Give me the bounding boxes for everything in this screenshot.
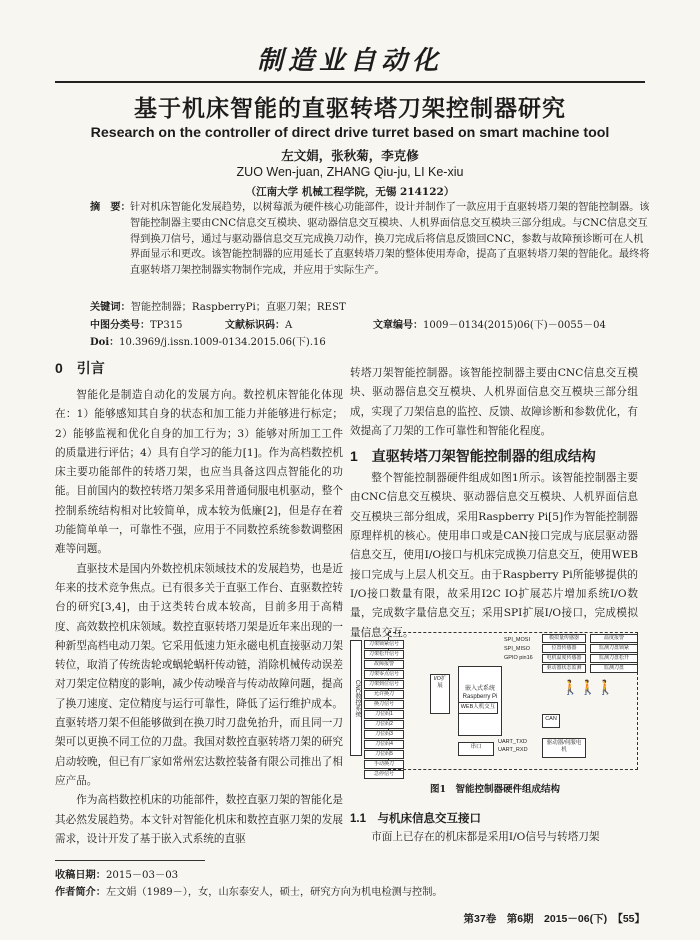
clc-label: 中图分类号： [90,320,150,331]
footnote-rule [55,860,205,861]
title-chinese: 基于机床智能的直驱转塔刀架控制器研究 [134,95,566,122]
web-box: WEB人机交互 [458,702,498,714]
monitor-item: 监测刀盘锁紧 [590,644,638,653]
keywords-label: 关键词： [90,301,131,313]
monitor-item: 温度报警 [590,634,638,643]
subsection-1-1-paragraph [350,828,638,847]
signal-item: 刀架锁紧信号 [364,640,404,649]
left-column [55,386,343,849]
sensor-item: 驱动器状态监测 [542,664,586,673]
serial-box: 串口 [458,742,494,756]
section-1-paragraph: 整个智能控制器硬件组成如图1所示。该智能控制器主要由CNC信息交互模块、驱动器信息交互模块、人机界面信息交互模块三部分组成，采用Raspberry Pi[5]作为智能控制器原理样机的核心。使用串口或是CAN接口完成与底层驱动器信息交互，使用I/O接口与机床完成换刀信息交互，使用WEB接口完成与上层人机交互。由于Raspberry Pi所能够提供的I/O接口数量有限，故采用I2C IO扩展芯片增加系统I/O数量，完成数字量信息交互；采用SPI扩展I/O接口，完成模拟量信息交互。 [350,472,638,639]
doc-code-label: 文献标识码： [225,320,285,331]
header-rule [55,81,645,83]
doi [90,333,326,348]
signal-item: 刀架零点信号 [364,670,404,679]
spi-label: SPI_MOSI [504,637,530,643]
signal-item: 刀架到位信号 [364,680,404,689]
right-paragraph-0: 转塔刀架智能控制器。该智能控制器主要由CNC信息交互模块、驱动器信息交互模块、人机界面信息交互模块三部分组成，实现了刀架信息的监控、反馈、故障诊断和参数优化，有效提高了刀架的工作可靠性和智能化程度。 [350,367,638,437]
abstract [90,200,650,279]
authors-english: ZUO Wen-juan, ZHANG Qiu-ju, LI Ke-xiu [236,165,464,179]
section-0-heading: 0 引言 [55,360,105,376]
article-no-value: 1009－0134(2015)06(下)－0055－04 [423,320,606,331]
doc-code-value: A [285,320,293,331]
author-bio-label: 作者简介： [55,886,106,898]
subsection-1-1-heading: 1.1 与机床信息交互接口 [350,813,481,825]
article-no-label: 文章编号： [373,320,423,331]
abstract-text: 针对机床智能化发展趋势，以树莓派为硬件核心功能部件，设计并制作了一款应用于直驱转塔刀架的智能控制器。该智能控制器主要由CNC信息交互模块、驱动器信息交互模块、人机界面信息交互模块三部分组成。与CNC信息交互得到换刀信号，通过与驱动器信息交互完成换刀动作，换刀完成后将信息反馈回CNC，参数与故障预诊断可在人机界面显示和更改。该智能控制器的应用延长了直驱转塔刀架的整体使用寿命，提高了直驱转塔刀架的智能化。最终将直驱转塔刀架控制器实物制作完成，并应用于实际生产。 [130,202,650,277]
intro-paragraph-1: 智能化是制造自动化的发展方向。数控机床智能化体现在：1）能够感知其自身的状态和加工能力并能够进行标定；2）能够监视和优化自身的加工行为；3）能够对所加工工件的质量进行评估；4）具有自学习的能力[1]。作为高档数控机床主要功能部件的转塔刀架，也应当具备这四点智能化的功能。目前国内的数控转塔刀架多采用普通伺服电机驱动，整个控制系统结构相对比较简单，成本较为低廉[2]，但是存在着功能简单单一，可靠性不强，应用于不同数控系统参数调整困难等问题。 [55,389,343,556]
spi-labels [504,636,540,663]
sensor-item: 模拟量传感器 [542,634,586,643]
author-bio [55,883,443,898]
sensor-item: 位置传感器 [542,644,586,653]
io-expander-box: I/O扩展 [430,674,450,714]
spi-label: GPIO pin16 [504,655,533,661]
figure-1-diagram [350,632,640,777]
operator-figures: 🚶🚶🚶 [561,680,615,696]
signal-item: 故障报警 [364,660,404,669]
drive-box: 驱动器/伺服电机 [542,738,586,758]
abstract-label: 摘 要： [90,201,131,213]
signal-item: 刀位码3 [364,730,404,739]
journal-name: 制造业自动化 [256,46,443,76]
can-box: CAN [542,714,560,728]
raspberry-pi-box: 嵌入式系统 Raspberry Pi [458,666,502,736]
signal-item: 允许换刀 [364,690,404,699]
sensor-item: 电机温度传感器 [542,654,586,663]
signal-item: 刀位码1 [364,710,404,719]
monitor-item: 监测刀盘 [590,664,638,673]
doi-value: 10.3969/j.issn.1009-0134.2015.06(下).16 [119,337,326,348]
keywords [90,298,346,313]
spi-label: SPI_MISO [504,646,530,652]
uart-labels [498,738,538,754]
keywords-text: 智能控制器；RaspberryPi；直驱刀架；REST [130,302,346,313]
cnc-box: CNC数控系统 [350,640,362,756]
signal-item: 手动换刀 [364,760,404,769]
received-value: 2015－03－03 [105,870,179,881]
signal-item: 急停信号 [364,770,404,779]
affiliation: （江南大学 机械工程学院，无锡 214122） [245,186,455,198]
sensor-list [542,634,586,674]
clc-value: TP315 [150,320,183,331]
section-1-heading: 1 直驱转塔刀架智能控制器的组成结构 [350,448,596,465]
right-column [350,364,638,643]
page-footer: 第37卷 第6期 2015－06(下) 【55】 [463,913,645,925]
signal-item: 刀位码4 [364,740,404,749]
title-english: Research on the controller of direct drive turret based on smart machine tool [90,125,610,141]
signal-item: 刀架松开信号 [364,650,404,659]
received-label: 收稿日期： [55,869,106,881]
doi-label: Doi： [90,337,120,348]
subsection-1-1-text: 市面上已存在的机床都是采用I/O信号与转塔刀架 [371,831,600,843]
monitor-list [590,634,638,674]
monitor-item: 监测刀盘松开 [590,654,638,663]
signal-list [364,640,404,780]
authors-chinese: 左文娟，张秋菊，李克修 [281,148,419,163]
author-bio-text: 左文娟（1989－），女，山东泰安人，硕士，研究方向为机电检测与控制。 [105,887,443,898]
figure-1-caption: 图1 智能控制器硬件组成结构 [429,784,561,795]
signal-item: 换刀信号 [364,700,404,709]
signal-item: 刀位码2 [364,720,404,729]
intro-paragraph-3: 作为高档数控机床的功能部件，数控直驱刀架的智能化是其必然发展趋势。本文针对智能化机床和数控直驱刀架的发展需求，设计开发了基于嵌入式系统的直驱 [55,794,343,845]
uart-label: UART_TXD [498,739,527,745]
intro-paragraph-2: 直驱技术是国内外数控机床领域技术的发展趋势，也是近年来的技术竞争焦点。已有很多关于直驱工作台、直驱数控转台的研究[3,4]，由于这类转台成本较高，目前多用于高精度、高效数控机床领域。数控直驱转塔刀架是近年来出现的一种新型高档电动刀架。它采用低速力矩永磁电机直接驱动刀架转位，取消了传统齿轮或蜗轮蜗杆传动链，消除机械传动误差对刀架定位精度的影响，减少传动噪音与传动故障问题，提高了换刀速度、定位精度与运行可靠性，降低了运行维护成本。直驱转塔刀架不但能够做到在换刀时刀盘免抬升，而且同一刀架可以更换不同工位的刀盘。我国对数控直驱转塔刀架的研究启动较晚，但已有厂家如常州宏达数控装备有限公司推出了相应产品。 [55,562,343,787]
received-date [55,866,178,881]
signal-item: 刀位码5 [364,750,404,759]
uart-label: UART_RXD [498,747,528,753]
